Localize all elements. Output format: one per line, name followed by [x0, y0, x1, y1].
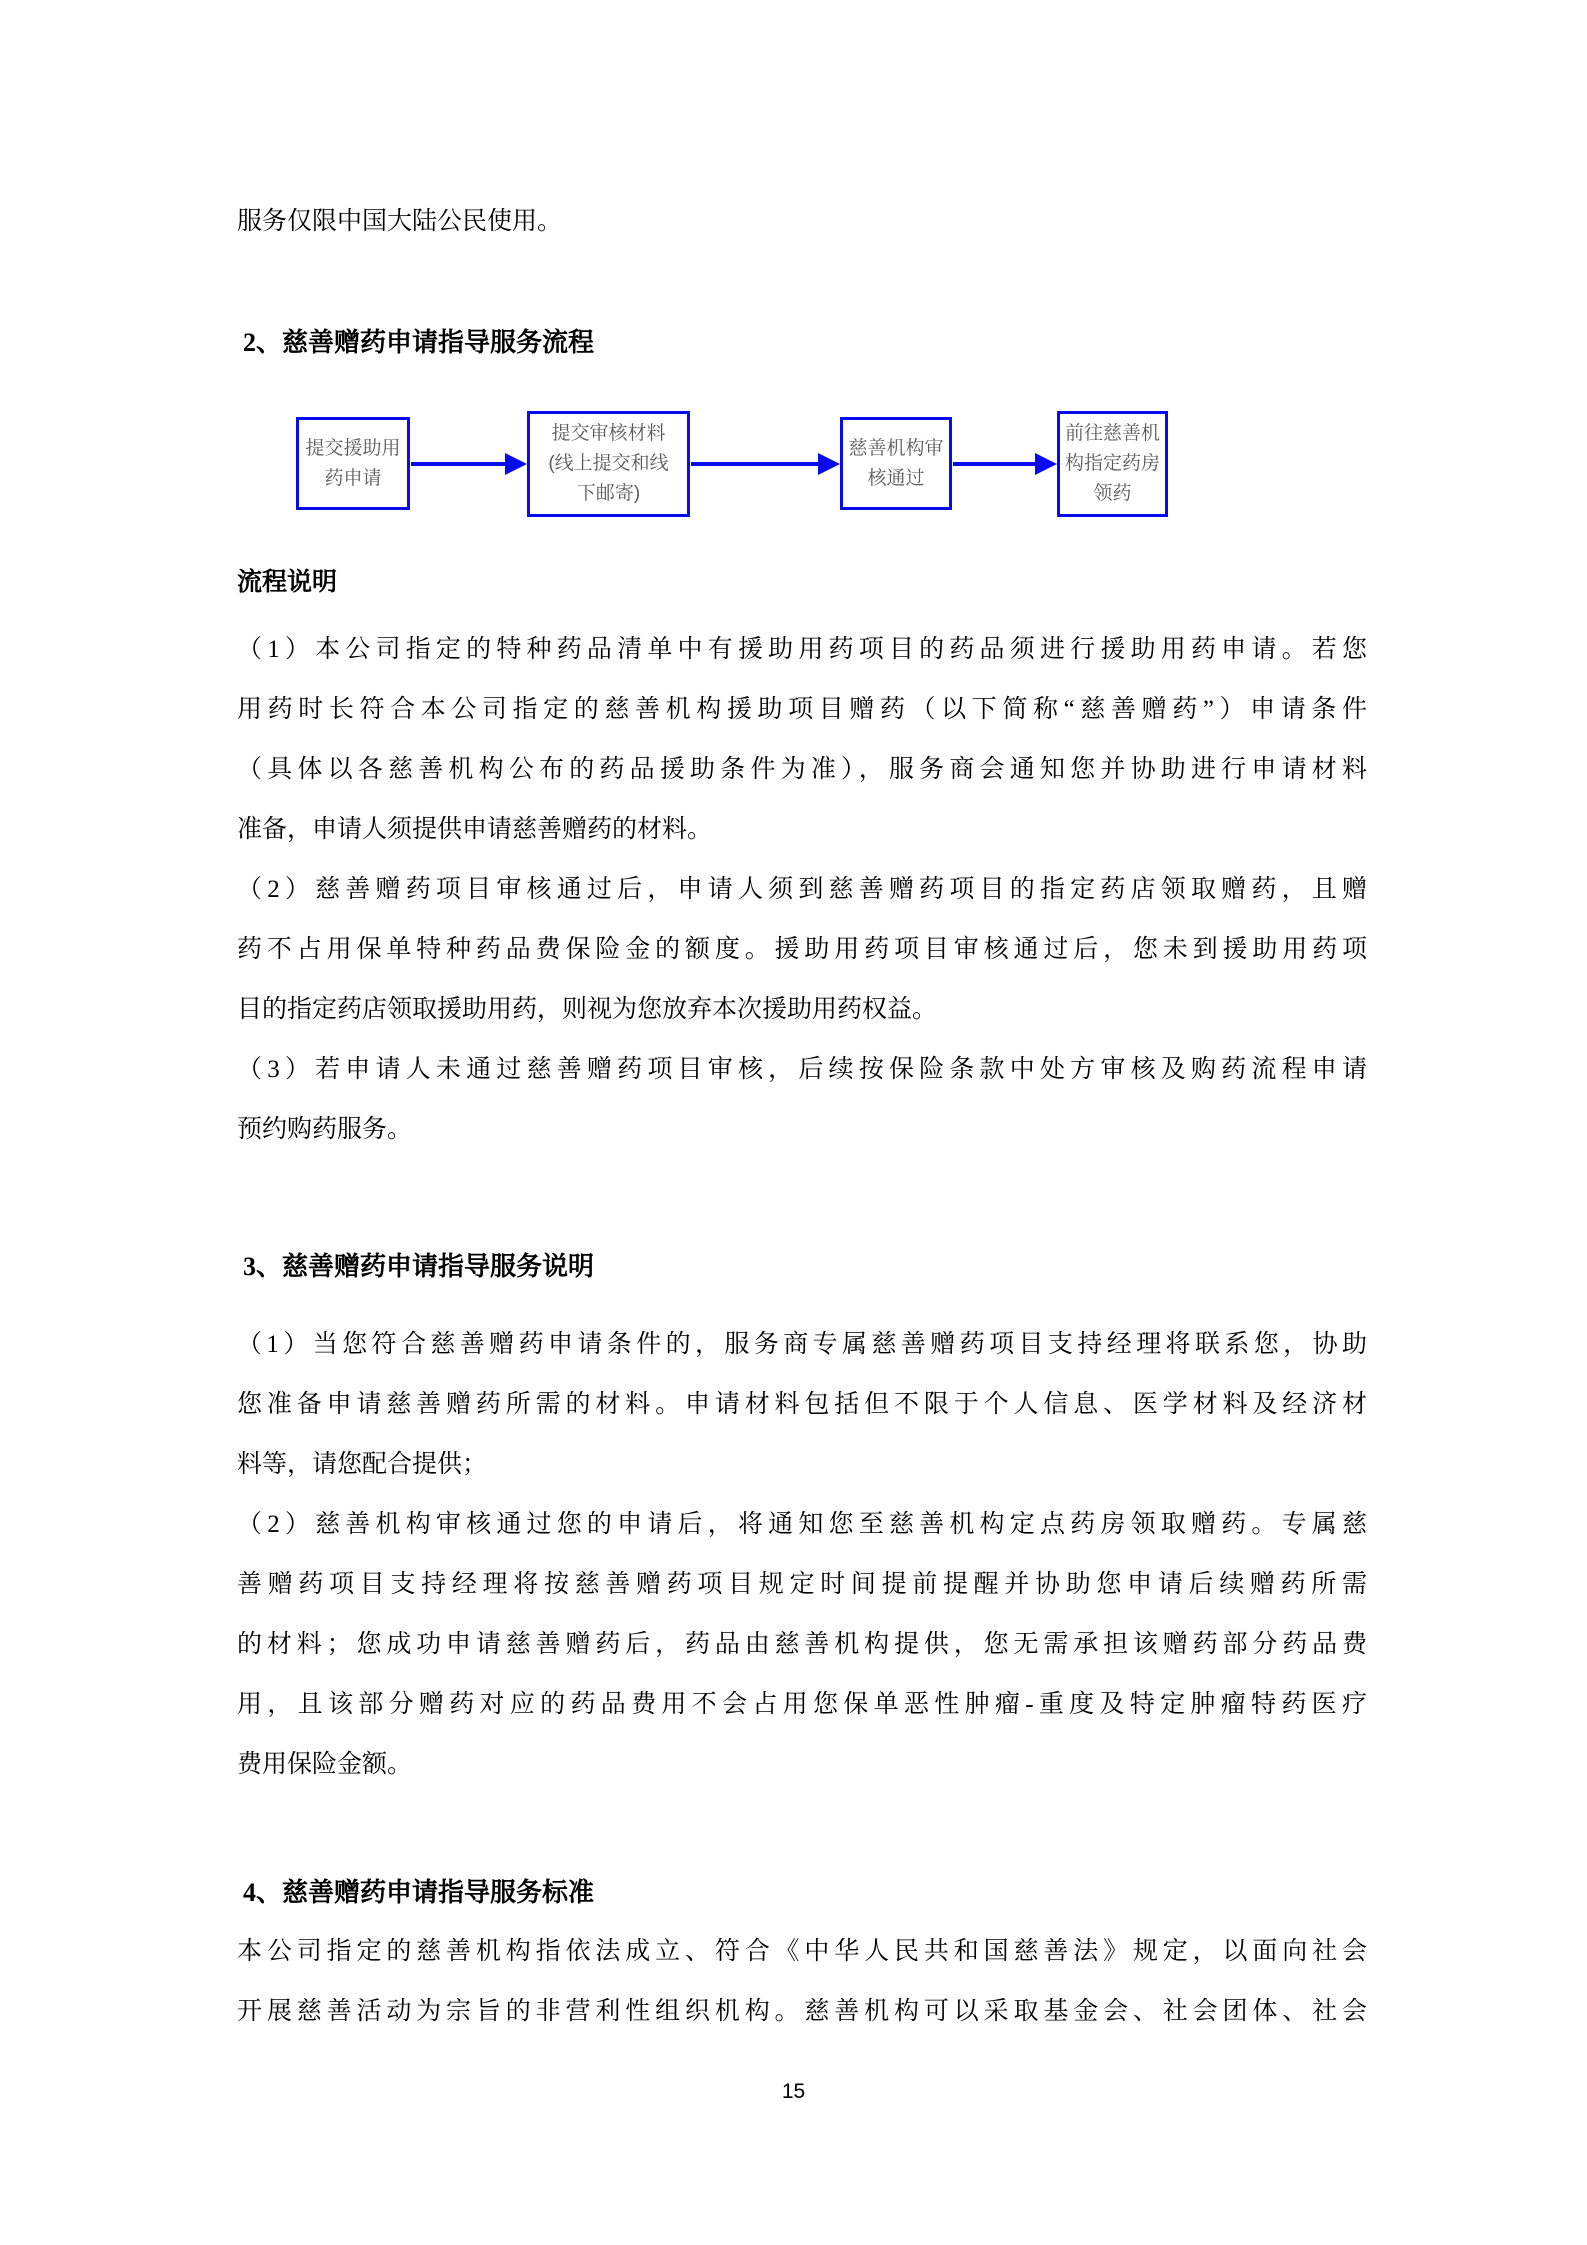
- body-line: 本公司指定的慈善机构指依法成立、符合《中华人民共和国慈善法》规定，以面向社会: [237, 1938, 1367, 1965]
- section4-heading: 4、慈善赠药申请指导服务标准: [243, 1878, 595, 1907]
- flow-arrow: [953, 462, 1037, 466]
- body-line: 用，且该部分赠药对应的药品费用不会占用您保单恶性肿瘤-重度及特定肿瘤特药医疗: [237, 1691, 1367, 1718]
- intro-text: 服务仅限中国大陆公民使用。: [237, 208, 563, 235]
- flow-arrow: [691, 462, 820, 466]
- body-line: （2）慈善机构审核通过您的申请后，将通知您至慈善机构定点药房领取赠药。专属慈: [237, 1511, 1367, 1538]
- body-line: （具体以各慈善机构公布的药品援助条件为准），服务商会通知您并协助进行申请材料: [237, 756, 1367, 783]
- body-line: 料等，请您配合提供；: [237, 1451, 488, 1478]
- body-line: 您准备申请慈善赠药所需的材料。申请材料包括但不限于个人信息、医学材料及经济材: [237, 1391, 1367, 1418]
- body-line: 目的指定药店领取援助用药，则视为您放弃本次援助用药权益。: [237, 996, 938, 1023]
- flow-notes-heading: 流程说明: [237, 569, 338, 596]
- section2-heading: 2、慈善赠药申请指导服务流程: [243, 328, 595, 357]
- flow-arrowhead-icon: [1035, 453, 1057, 475]
- body-line: 的材料；您成功申请慈善赠药后，药品由慈善机构提供，您无需承担该赠药部分药品费: [237, 1631, 1367, 1658]
- flowchart-step-label: 提交审核材料 (线上提交和线 下邮寄): [548, 423, 669, 504]
- body-line: 用药时长符合本公司指定的慈善机构援助项目赠药（以下简称“慈善赠药”）申请条件: [237, 696, 1367, 723]
- section3-paragraphs: [237, 1315, 1367, 1795]
- body-line: 开展慈善活动为宗旨的非营利性组织机构。慈善机构可以采取基金会、社会团体、社会: [237, 1998, 1367, 2025]
- body-line: 费用保险金额。: [237, 1751, 413, 1778]
- body-line: （1）当您符合慈善赠药申请条件的，服务商专属慈善赠药项目支持经理将联系您，协助: [237, 1331, 1367, 1358]
- section4-paragraphs: [237, 1922, 1367, 2042]
- flow-arrowhead-icon: [818, 453, 840, 475]
- page-number: 15: [781, 2080, 806, 2103]
- flowchart-step-label: 前往慈善机 构指定药房 领药: [1064, 423, 1160, 504]
- body-line: 善赠药项目支持经理将按慈善赠药项目规定时间提前提醒并协助您申请后续赠药所需: [237, 1571, 1367, 1598]
- body-line: （2）慈善赠药项目审核通过后，申请人须到慈善赠药项目的指定药店领取赠药，且赠: [237, 876, 1367, 903]
- body-line: （3）若申请人未通过慈善赠药项目审核，后续按保险条款中处方审核及购药流程申请: [237, 1056, 1367, 1083]
- body-line: 药不占用保单特种药品费保险金的额度。援助用药项目审核通过后，您未到援助用药项: [237, 936, 1367, 963]
- flowchart-step: [840, 417, 952, 510]
- flowchart-step: [1057, 411, 1168, 517]
- section3-heading: 3、慈善赠药申请指导服务说明: [243, 1252, 595, 1281]
- flow-arrowhead-icon: [505, 453, 527, 475]
- flowchart-step-label: 提交援助用 药申请: [305, 437, 401, 489]
- flowchart-step: [527, 411, 690, 517]
- body-line: （1）本公司指定的特种药品清单中有援助用药项目的药品须进行援助用药申请。若您: [237, 636, 1367, 663]
- flow-arrow: [411, 462, 507, 466]
- flowchart-step: [296, 417, 410, 510]
- body-line: 准备，申请人须提供申请慈善赠药的材料。: [237, 816, 713, 843]
- section2-paragraphs: [237, 620, 1367, 1160]
- flowchart-step-label: 慈善机构审 核通过: [848, 437, 944, 489]
- body-line: 预约购药服务。: [237, 1116, 413, 1143]
